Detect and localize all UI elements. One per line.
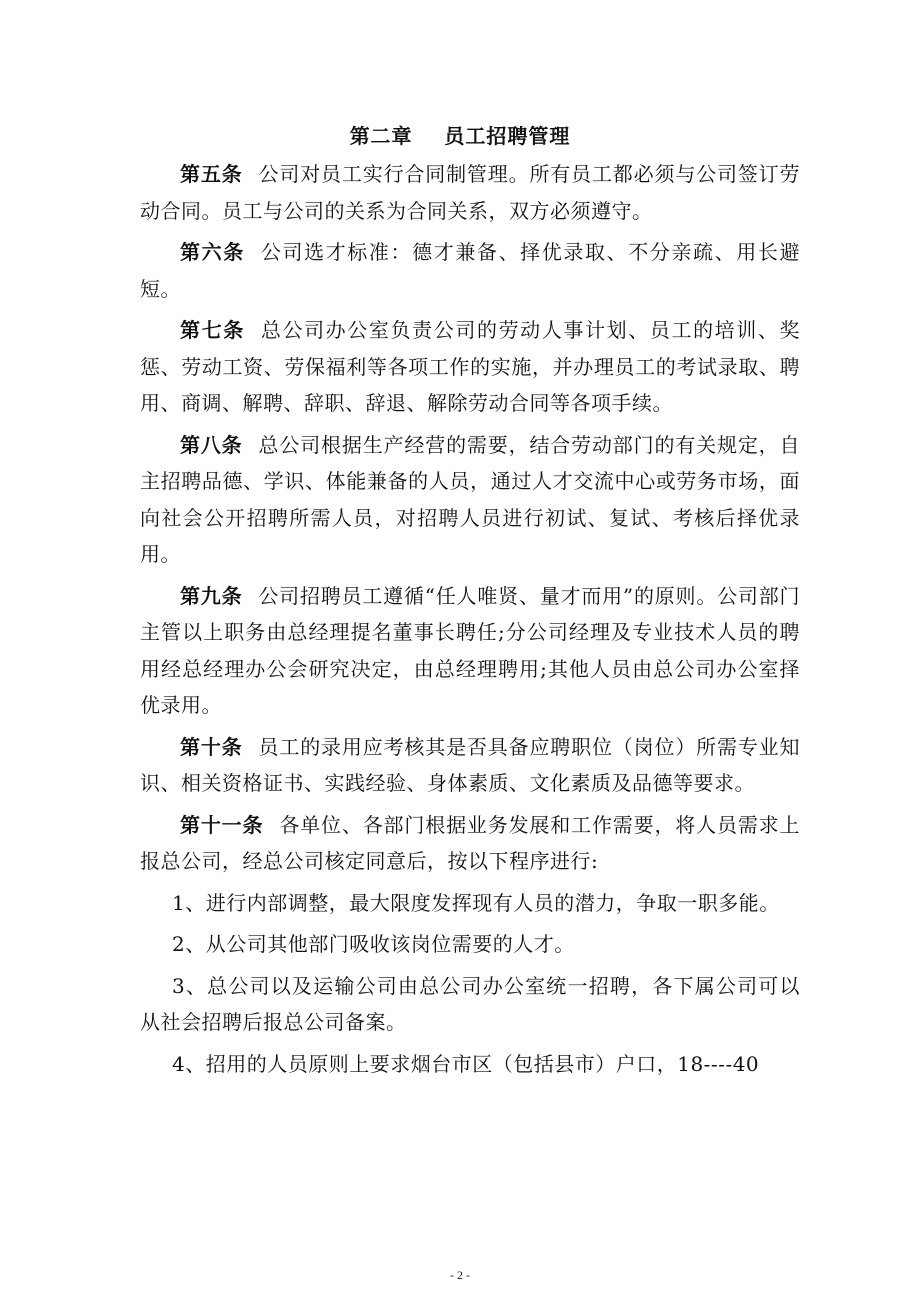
article-text: 公司招聘员工遵循“任人唯贤、量才而用”的原则。公司部门主管以上职务由总经理提名董事长聘任;分公司经理及专业技术人员的聘用经总经理办公会研究决定，由总经理聘用;其他人员由总公司办公室择优录用。 <box>140 583 801 717</box>
article-label: 第九条 <box>180 583 243 608</box>
article-label: 第六条 <box>180 240 245 264</box>
article-label: 第七条 <box>180 318 245 342</box>
article-text: 各单位、各部门根据业务发展和工作需要，将人员需求上报总公司，经总公司核定同意后，按以下程序进行: <box>140 812 801 873</box>
article-8 <box>140 427 800 573</box>
article-10 <box>140 729 800 802</box>
article-text: 总公司根据生产经营的需要，结合劳动部门的有关规定，自主招聘品德、学识、体能兼备的人员，通过人才交流中心或劳务市场，面向社会公开招聘所需人员，对招聘人员进行初试、复试、考核后择优录用。 <box>140 432 801 566</box>
document-body <box>140 156 800 1087</box>
article-9 <box>140 578 800 724</box>
article-label: 第八条 <box>180 432 243 457</box>
article-6 <box>140 234 800 307</box>
article-text: 员工的录用应考核其是否具备应聘职位（岗位）所需专业知识、相关资格证书、实践经验、身体素质、文化素质及品德等要求。 <box>140 734 801 795</box>
article-label: 第五条 <box>180 162 243 186</box>
procedure-item-4: 4、招用的人员原则上要求烟台市区（包括县市）户口，18----40 <box>172 1051 760 1076</box>
article-text: 公司对员工实行合同制管理。所有员工都必须与公司签订劳动合同。员工与公司的关系为合同关系，双方必须遵守。 <box>140 162 801 223</box>
article-11 <box>140 807 800 880</box>
article-7 <box>140 312 800 422</box>
article-text: 总公司办公室负责公司的劳动人事计划、员工的培训、奖惩、劳动工资、劳保福利等各项工作的实施，并办理员工的考试录取、聘用、商调、解聘、辞职、辞退、解除劳动合同等各项手续。 <box>140 318 801 415</box>
procedure-item-2: 2、从公司其他部门吸收该岗位需要的人才。 <box>172 932 575 956</box>
procedure-item-1: 1、进行内部调整，最大限度发挥现有人员的潜力，争取一职多能。 <box>172 890 780 915</box>
article-label: 第十条 <box>180 734 243 759</box>
article-5 <box>140 156 800 229</box>
procedure-item-3: 3、总公司以及运输公司由总公司办公室统一招聘，各下属公司可以从社会招聘后报总公司备案。 <box>140 973 800 1034</box>
page-number: - 2 - <box>450 1268 470 1282</box>
article-label: 第十一条 <box>180 812 264 837</box>
article-text: 公司选才标准：德才兼备、择优录取、不分亲疏、用长避短。 <box>140 240 801 301</box>
chapter-title: 第二章 员工招聘管理 <box>349 124 571 148</box>
